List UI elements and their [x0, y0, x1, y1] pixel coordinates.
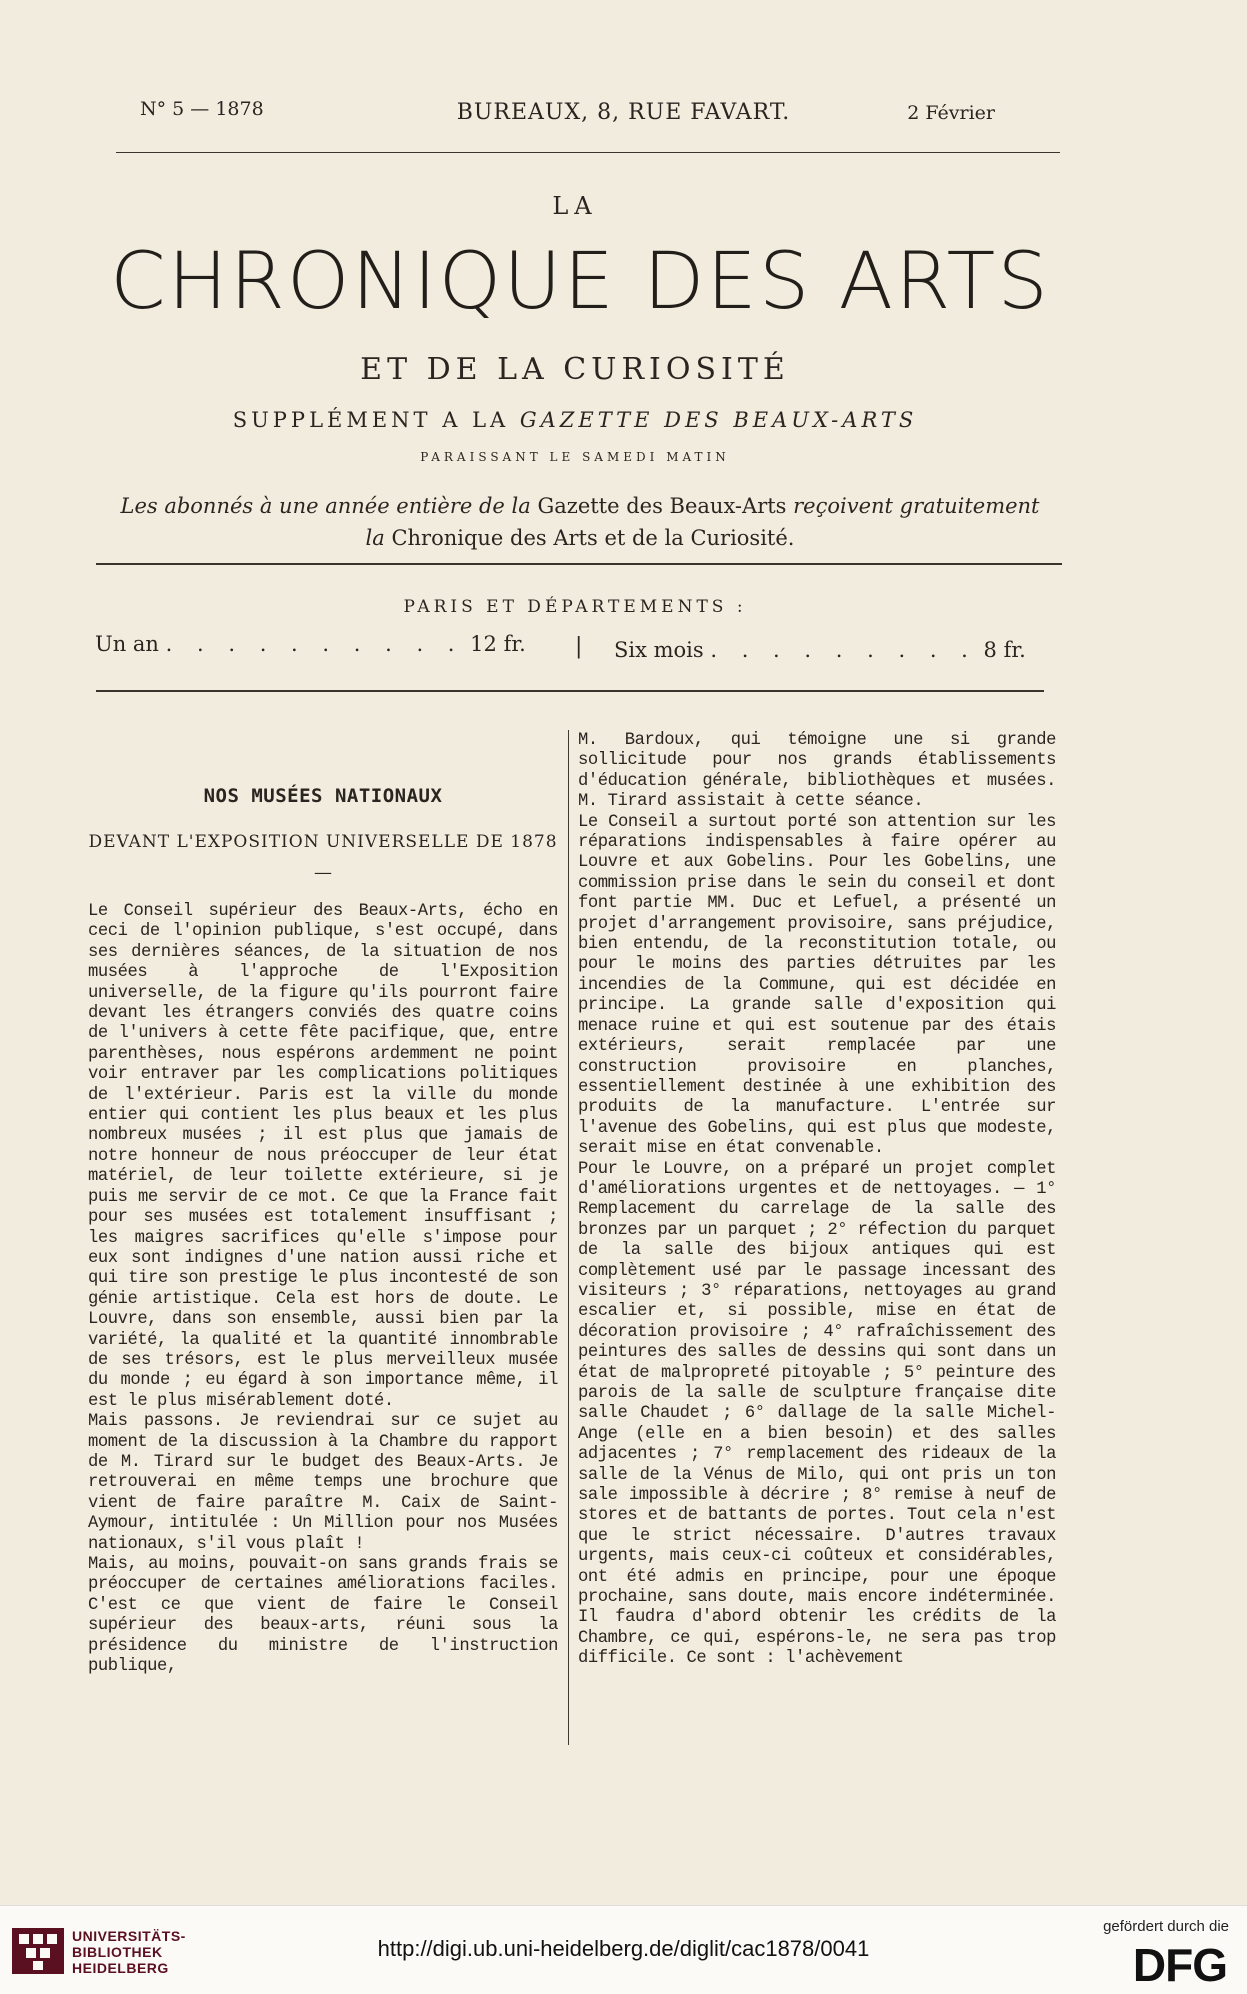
price-half [614, 638, 1074, 662]
price-year-dots: . . . . . . . . . . [165, 632, 464, 656]
column-divider [568, 730, 569, 1745]
masthead-title: CHRONIQUE DES ARTS [110, 237, 1050, 327]
header-rule [116, 152, 1060, 153]
issue-date: 2 Février [907, 102, 995, 124]
subscriber-note-italic-1: Les abonnés à une année entière de la [120, 494, 531, 518]
subscriber-note-italic-3: la [365, 526, 385, 550]
price-half-label: Six mois [614, 638, 704, 662]
subscriber-note-chronique: Chronique des Arts et de la Curiosité. [384, 526, 795, 550]
article-title: NOS MUSÉES NATIONAUX [203, 785, 443, 807]
price-half-amount: 8 fr. [983, 638, 1026, 662]
price-year-amount: 12 fr. [470, 632, 526, 656]
supplement-line [0, 408, 1150, 432]
subscriber-note [60, 490, 1100, 554]
permalink[interactable]: http://digi.ub.uni-heidelberg.de/diglit/cac1878/0041 [377, 1936, 870, 1961]
dfg-logo: DFG [1132, 1939, 1227, 1991]
issue-number: N° 5 — 1878 [140, 98, 264, 120]
pricing-rule [96, 690, 1044, 692]
article-right-column: M. Bardoux, qui témoigne une si grande sollicitude pour nos grands établissements d'éducation générale, bibliothèques et musées. M. Tirard assistait à cette séance. Le Conseil a surtout porté son attention sur les réparations indispensables à faire opérer au Louvre et aux Gobelins. Pour les Gobelins, une commission prise dans le sein du conseil et dont font partie MM. Duc et Lefuel, a présenté un projet d'arrangement provisoire, sans préjudice, bien entendu, de la reconstitution totale, ou pour le moins des parties détruites par les incendies de la Commune, qui est décidée en principe. La grande salle d'exposition qui menace ruine et qui est soutenue par des étais extérieurs, serait remplacée par une construction provisoire en planches, essentiellement destinée à une exhibition des produits de la manufacture. L'entrée sur l'avenue des Gobelins, qui est plus que modeste, serait mise en état convenable. Pour le Louvre, on a préparé un projet complet d'améliorations urgentes et de nettoyages. — 1° Remplacement du carrelage de la salle des bronzes par un parquet ; 2° réfection du parquet de la salle des bijoux antiques qui est complètement usé par le passage incessant des visiteurs ; 3° réparations, nettoyages au grand escalier et, si possible, mise en état de décoration provisoire ; 4° rafraîchissement des peintures des salles de dessins qui sont dans un état de malpropreté pitoyable ; 5° peinture des parois de la salle de sculpture française dite salle Chaudet ; 6° dallage de la salle Michel-Ange (elle en a bien besoin) et des salles adjacentes ; 7° remplacement des rideaux de la salle de la Vénus de Milo, qui ont pris un ton sale impossible à décrire ; 8° remise à neuf de stores et de battants de portes. Tout cela n'est que le strict nécessaire. D'autres travaux urgents, mais ceux-ci coûteux et considérables, ont été admis en principe, pour une époque prochaine, sans doute, mais encore indéterminée. Il faudra d'abord obtenir les crédits de la Chambre, ce qui, espérons-le, ne sera pas trop difficile. Ce sont : l'achèvement [578, 731, 1056, 1669]
digitization-footer [0, 1905, 1247, 1994]
masthead-rule [96, 563, 1062, 565]
supplement-prefix: SUPPLÉMENT A LA [232, 408, 520, 432]
price-separator: | [575, 634, 583, 659]
subscriber-note-italic-2: reçoivent gratuitement [793, 494, 1040, 518]
library-name-line-3: HEIDELBERG [72, 1960, 169, 1976]
supplement-gazette: GAZETTE DES BEAUX-ARTS [519, 408, 918, 432]
funder-label: gefördert durch die [1103, 1918, 1229, 1935]
masthead-article: LA [552, 192, 598, 220]
price-half-dots: . . . . . . . . . [710, 638, 977, 662]
price-year [95, 632, 535, 656]
publication-schedule: PARAISSANT LE SAMEDI MATIN [420, 450, 730, 464]
library-name-line-2: BIBLIOTHEK [72, 1944, 163, 1960]
library-name-line-1: UNIVERSITÄTS- [72, 1928, 186, 1944]
article-left-column: Le Conseil supérieur des Beaux-Arts, écho en ceci de l'opinion publique, s'est occupé, dans ses dernières séances, de la situation de nos musées à l'approche de l'Exposition universelle, de la figure qu'ils pourront faire devant les étrangers conviés des quatre coins de l'univers à cette fête pacifique, que, entre parenthèses, nous espérons ardemment ne point voir entraver par les complications politiques de l'extérieur. Paris est la ville du monde entier qui contient les plus beaux et les plus nombreux musées ; il est plus que jamais de notre honneur de nous préoccuper de leur état matériel, de leur toilette extérieure, si je puis me servir de ce mot. Ce que la France fait pour ses musées est totalement insuffisant ; les maigres sacrifices qu'elle s'impose pour eux sont indignes d'une nation aussi riche et qui tire son prestige le plus incontesté de son génie artistique. Cela est hors de doute. Le Louvre, dans son ensemble, aussi bien par la variété, la qualité et la quantité innombrable de ses trésors, est le plus merveilleux musée du monde ; eu égard à son importance même, il est le plus misérablement doté. Mais passons. Je reviendrai sur ce sujet au moment de la discussion à la Chambre du rapport de M. Tirard sur le budget des Beaux-Arts. Je retrouverai en même temps une brochure que vient de faire paraître M. Caix de Saint-Aymour, intitulée : Un Million pour nos Musées nationaux, s'il vous plaît ! Mais, au moins, pouvait-on sans grands frais se préoccuper de certaines améliorations faciles. C'est ce que vient de faire le Conseil supérieur des beaux-arts, réuni sous la présidence du ministre de l'instruction publique, [88, 902, 558, 1677]
pricing-heading: PARIS ET DÉPARTEMENTS : [403, 597, 747, 617]
article-subtitle: DEVANT L'EXPOSITION UNIVERSELLE DE 1878 [88, 832, 558, 852]
subscriber-note-gazette: Gazette des Beaux-Arts [530, 494, 794, 518]
price-year-label: Un an [95, 632, 159, 656]
masthead-subtitle: ET DE LA CURIOSITÉ [360, 352, 790, 387]
article-dash: — [314, 862, 332, 883]
office-address: BUREAUX, 8, RUE FAVART. [456, 100, 791, 125]
